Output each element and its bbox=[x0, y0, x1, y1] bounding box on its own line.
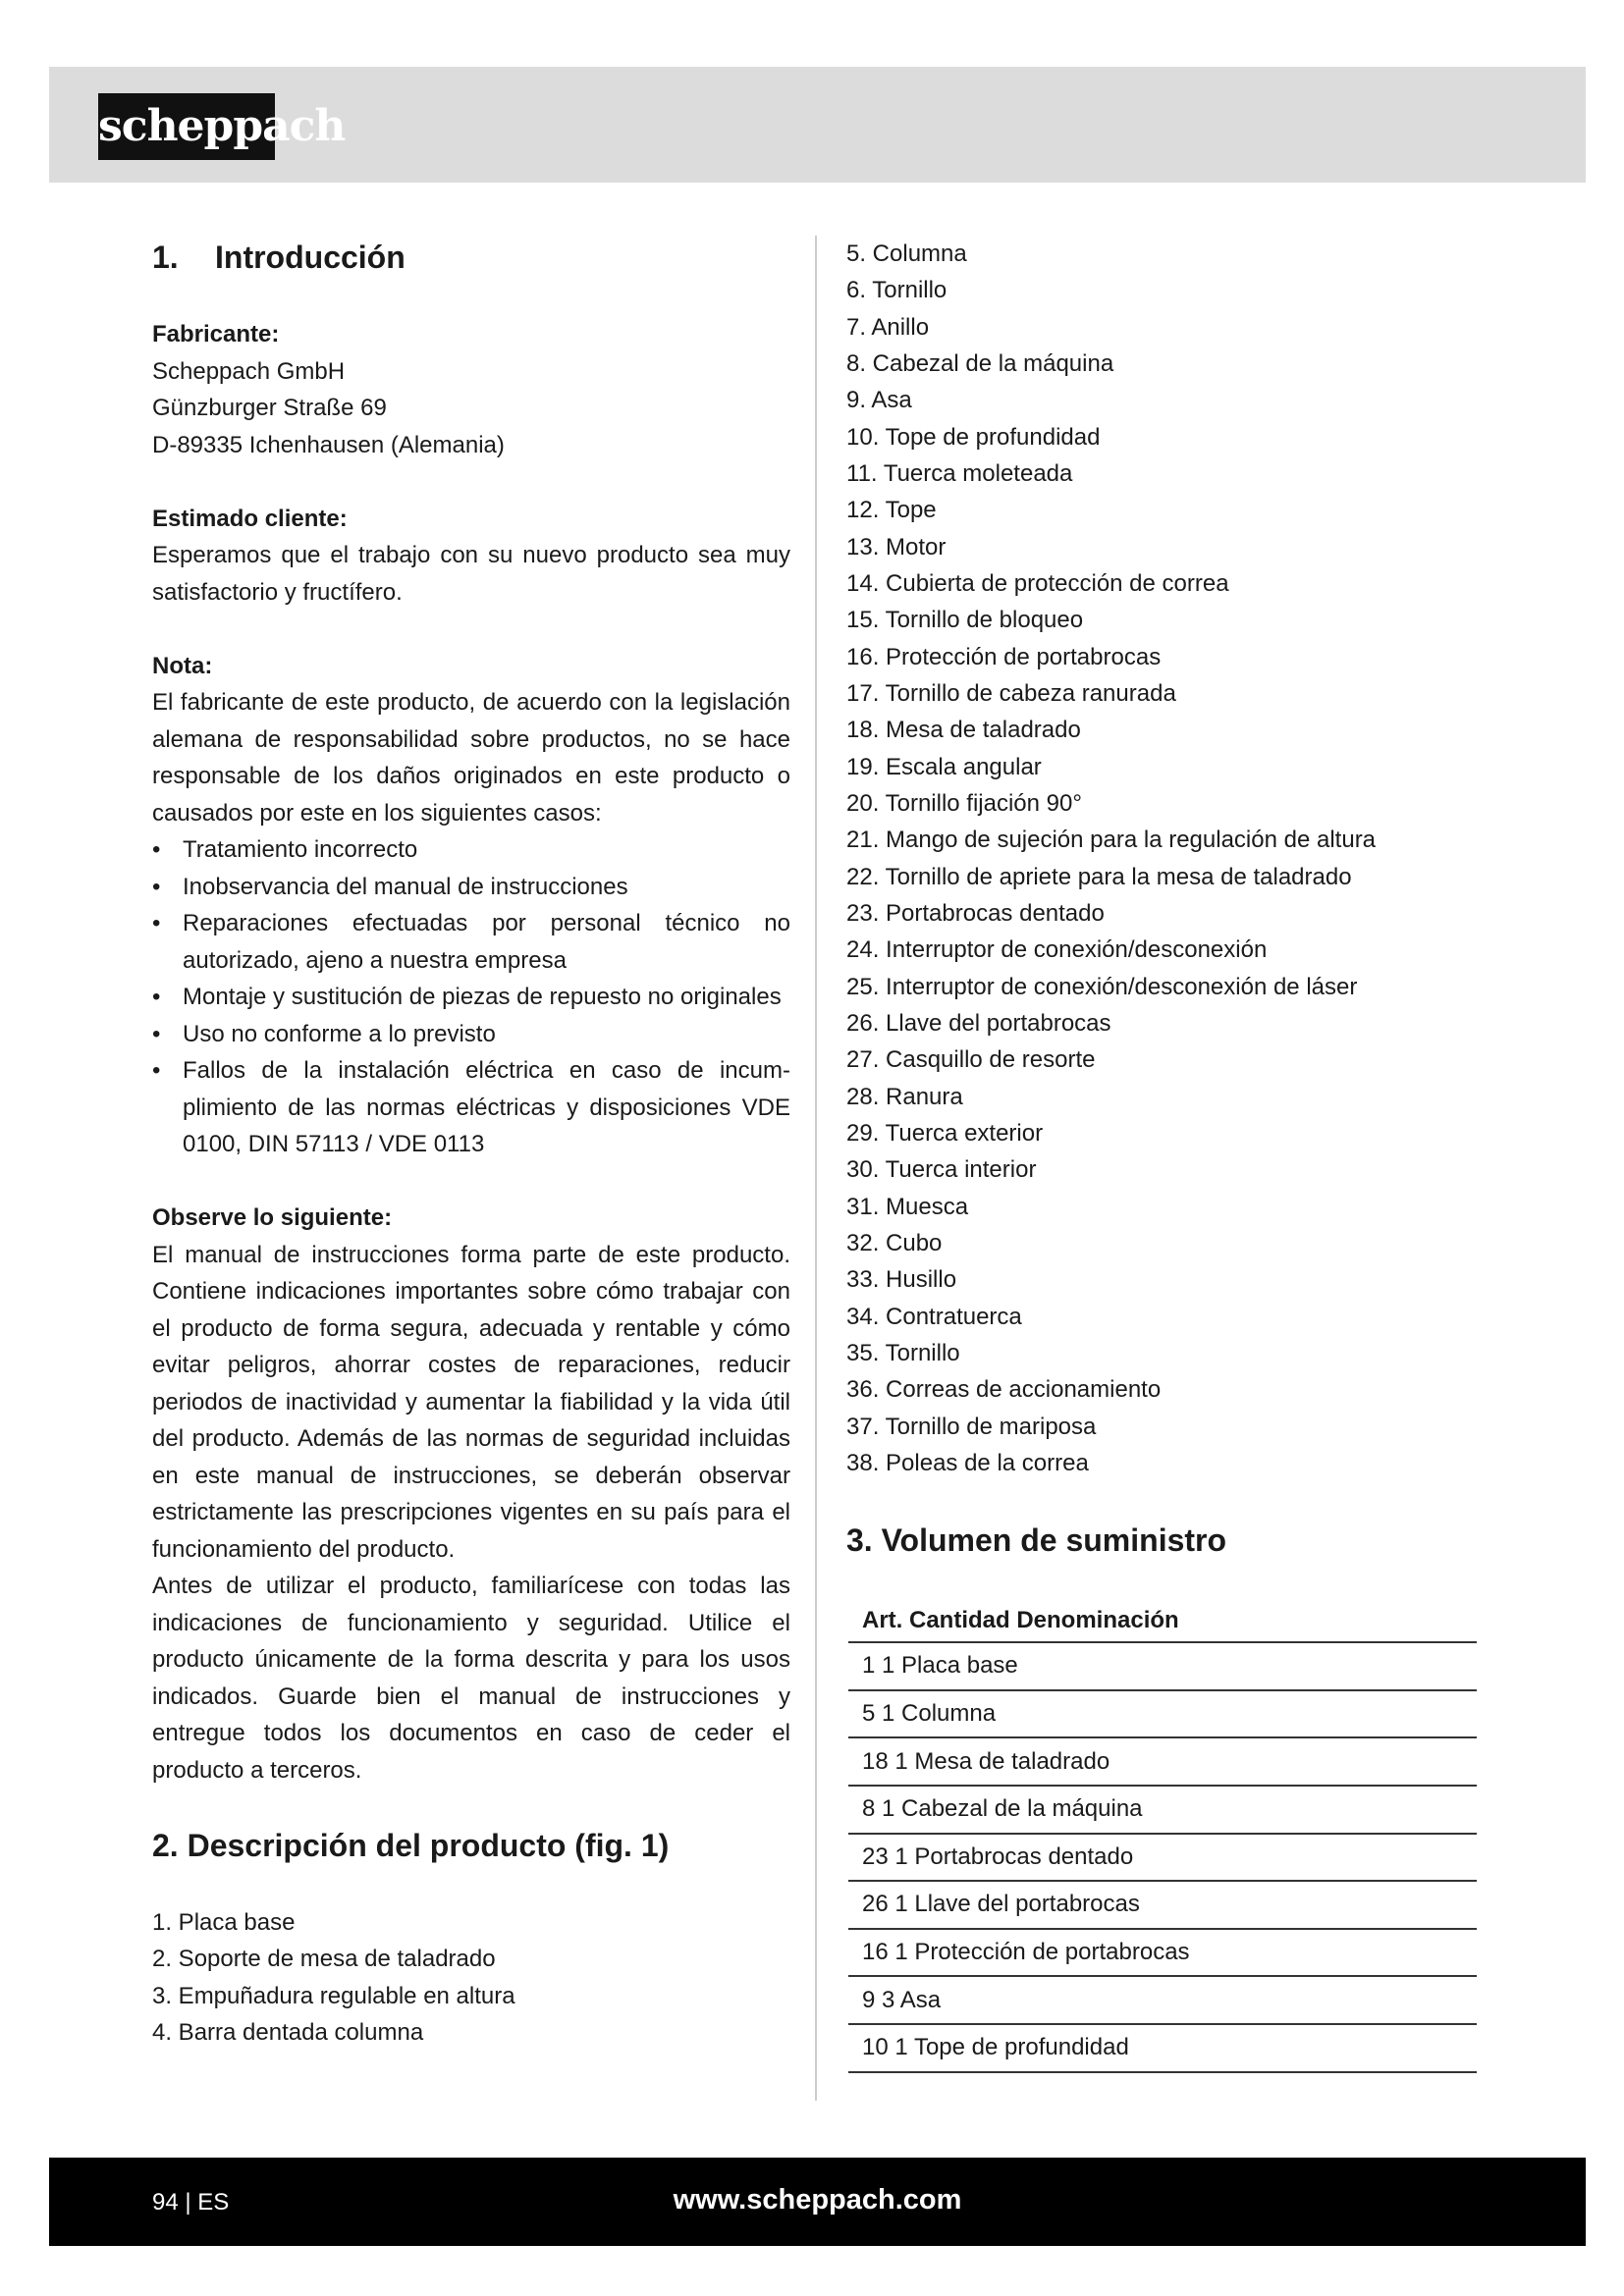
part-item: 15. Tornillo de bloqueo bbox=[846, 607, 1084, 634]
part-item: 13. Motor bbox=[846, 533, 947, 561]
part-item: 19. Escala angular bbox=[846, 753, 1042, 780]
part-item: 23. Portabrocas dentado bbox=[846, 899, 1105, 927]
part-item: 3. Empuñadura regulable en altura bbox=[152, 1982, 515, 2009]
part-item: 18. Mesa de taladrado bbox=[846, 717, 1081, 744]
table-row bbox=[848, 2024, 1477, 2072]
nota-label: Nota: bbox=[152, 652, 213, 679]
table-row bbox=[848, 1737, 1477, 1786]
column-divider bbox=[815, 236, 817, 2101]
fabricante-address bbox=[152, 353, 790, 464]
observe-text-2: Antes de utilizar el producto, familiarícese con todas las indicaciones de funcionamiento y seguridad. Utilice el producto únicamente de la forma descrita y para los usos indicados. Guarde bien el manual de instrucciones y entregue todos los documentos en caso de ceder el producto a terceros. bbox=[152, 1573, 790, 1784]
table-row bbox=[848, 1690, 1477, 1738]
part-item: 20. Tornillo fijación 90° bbox=[846, 789, 1082, 817]
part-item: 35. Tornillo bbox=[846, 1339, 960, 1366]
table-row bbox=[848, 1834, 1477, 1882]
part-item: 37. Tornillo de mariposa bbox=[846, 1413, 1097, 1440]
section-3-heading bbox=[846, 1519, 1494, 1562]
part-item: 30. Tuerca interior bbox=[846, 1156, 1037, 1184]
table-row bbox=[848, 1786, 1477, 1834]
section-1-heading bbox=[152, 236, 790, 279]
part-item: 5. Columna bbox=[846, 240, 967, 267]
address-line: D-89335 Ichenhausen (Alemania) bbox=[152, 431, 505, 458]
part-item: 12. Tope bbox=[846, 497, 937, 524]
table-row bbox=[848, 1881, 1477, 1929]
table-cell: 26 1 Llave del portabrocas bbox=[848, 1881, 1477, 1929]
nota-bullet-list bbox=[152, 831, 790, 1163]
section-2-title: Descripción del producto (fig. 1) bbox=[187, 1828, 670, 1863]
scheppach-logo: scheppach bbox=[98, 93, 275, 160]
page-footer bbox=[49, 2158, 1586, 2246]
table-cell: 23 1 Portabrocas dentado bbox=[848, 1834, 1477, 1882]
section-3-title: Volumen de suministro bbox=[881, 1522, 1227, 1559]
supply-table bbox=[848, 1599, 1477, 2072]
part-item: 9. Asa bbox=[846, 387, 912, 414]
part-item: 22. Tornillo de apriete para la mesa de taladrado bbox=[846, 863, 1352, 890]
table-cell: 5 1 Columna bbox=[848, 1690, 1477, 1738]
observe-text-1: El manual de instrucciones forma parte de este producto. Contiene indicaciones importantes sobre cómo trabajar con el producto de forma segura, adecuada y rentable y cómo evitar peligros, ahorrar costes de reparaciones, reducir periodos de inactividad y aumentar la fiabilidad y la vida útil del producto. Además de las normas de seguridad incluidas en este manual de instrucciones, se deberán observar estrictamente las prescripciones vigentes en su país para el funcionamiento del producto. bbox=[152, 1241, 790, 1563]
section-2-heading bbox=[152, 1824, 790, 1867]
table-cell: 1 1 Placa base bbox=[848, 1642, 1477, 1690]
table-cell: 8 1 Cabezal de la máquina bbox=[848, 1786, 1477, 1834]
table-row bbox=[848, 1642, 1477, 1690]
part-item: 17. Tornillo de cabeza ranurada bbox=[846, 679, 1176, 707]
part-item: 24. Interruptor de conexión/desconexión bbox=[846, 936, 1268, 964]
nota-text: El fabricante de este producto, de acuerdo con la legislación alemana de responsabilidad sobre productos, no se hace responsable de los daños originados en este producto o causados por este en los siguientes casos: bbox=[152, 689, 790, 827]
part-item: 16. Protección de portabrocas bbox=[846, 643, 1162, 670]
section-1-title: Introducción bbox=[215, 240, 406, 275]
bullet-item: • Reparaciones efectuadas por personal técnico no autorizado, ajeno a nuestra empresa bbox=[152, 905, 790, 979]
table-header: Art. Cantidad Denominación bbox=[848, 1599, 1477, 1642]
bullet-item: • Uso no conforme a lo previsto bbox=[152, 1016, 790, 1053]
table-cell: 18 1 Mesa de taladrado bbox=[848, 1737, 1477, 1786]
part-item: 31. Muesca bbox=[846, 1193, 969, 1220]
cliente-text: Esperamos que el trabajo con su nuevo producto sea muy satisfactorio y fructífero. bbox=[152, 542, 790, 606]
part-item: 26. Llave del portabrocas bbox=[846, 1009, 1111, 1037]
website-link[interactable]: www.scheppach.com bbox=[673, 2184, 962, 2216]
part-item: 28. Ranura bbox=[846, 1083, 963, 1110]
page-number: 94 | ES bbox=[152, 2189, 230, 2216]
bullet-item: • Inobservancia del manual de instrucciones bbox=[152, 869, 790, 906]
part-item: 7. Anillo bbox=[846, 313, 930, 341]
part-item: 33. Husillo bbox=[846, 1266, 957, 1294]
part-item: 10. Tope de profundidad bbox=[846, 423, 1101, 451]
fabricante-label: Fabricante: bbox=[152, 321, 280, 347]
address-line: Scheppach GmbH bbox=[152, 357, 346, 385]
address-line: Günzburger Straße 69 bbox=[152, 395, 387, 421]
part-item: 4. Barra dentada columna bbox=[152, 2018, 424, 2046]
table-row bbox=[848, 1929, 1477, 1977]
table-row bbox=[848, 1976, 1477, 2024]
part-item: 6. Tornillo bbox=[846, 277, 947, 304]
part-item: 36. Correas de accionamiento bbox=[846, 1376, 1162, 1404]
part-item: 11. Tuerca moleteada bbox=[846, 459, 1073, 487]
table-cell: 9 3 Asa bbox=[848, 1976, 1477, 2024]
cliente-label: Estimado cliente: bbox=[152, 505, 348, 532]
part-item: 29. Tuerca exterior bbox=[846, 1119, 1044, 1147]
part-item: 34. Contratuerca bbox=[846, 1303, 1022, 1330]
table-header-row bbox=[848, 1599, 1477, 1642]
bullet-item: • Montaje y sustitución de piezas de repuesto no originales bbox=[152, 979, 790, 1016]
parts-list-left bbox=[152, 1904, 790, 2051]
table-cell: 16 1 Protección de portabrocas bbox=[848, 1929, 1477, 1977]
part-item: 38. Poleas de la correa bbox=[846, 1449, 1089, 1476]
page-header bbox=[49, 67, 1586, 183]
part-item: 8. Cabezal de la máquina bbox=[846, 349, 1114, 377]
part-item: 32. Cubo bbox=[846, 1229, 943, 1256]
part-item: 2. Soporte de mesa de taladrado bbox=[152, 1946, 496, 1973]
observe-label: Observe lo siguiente: bbox=[152, 1204, 393, 1231]
left-column bbox=[152, 236, 790, 2051]
section-3-number: 3. bbox=[846, 1522, 873, 1559]
part-item: 14. Cubierta de protección de correa bbox=[846, 569, 1229, 597]
bullet-item: • Fallos de la instalación eléctrica en caso de incumplimiento de las normas eléctricas y disposiciones VDE 0100, DIN 57113 / VDE 0113 bbox=[152, 1052, 790, 1163]
table-cell: 10 1 Tope de profundidad bbox=[848, 2024, 1477, 2072]
part-item: 1. Placa base bbox=[152, 1909, 296, 1936]
part-item: 27. Casquillo de resorte bbox=[846, 1046, 1096, 1074]
part-item: 25. Interruptor de conexión/desconexión de láser bbox=[846, 973, 1358, 1000]
section-2-number: 2. bbox=[152, 1828, 179, 1863]
part-item: 21. Mango de sujeción para la regulación de altura bbox=[846, 827, 1377, 854]
parts-list-right bbox=[846, 236, 1494, 1481]
bullet-item: • Tratamiento incorrecto bbox=[152, 831, 790, 869]
right-column bbox=[846, 236, 1494, 2073]
section-1-number: 1. bbox=[152, 240, 179, 275]
